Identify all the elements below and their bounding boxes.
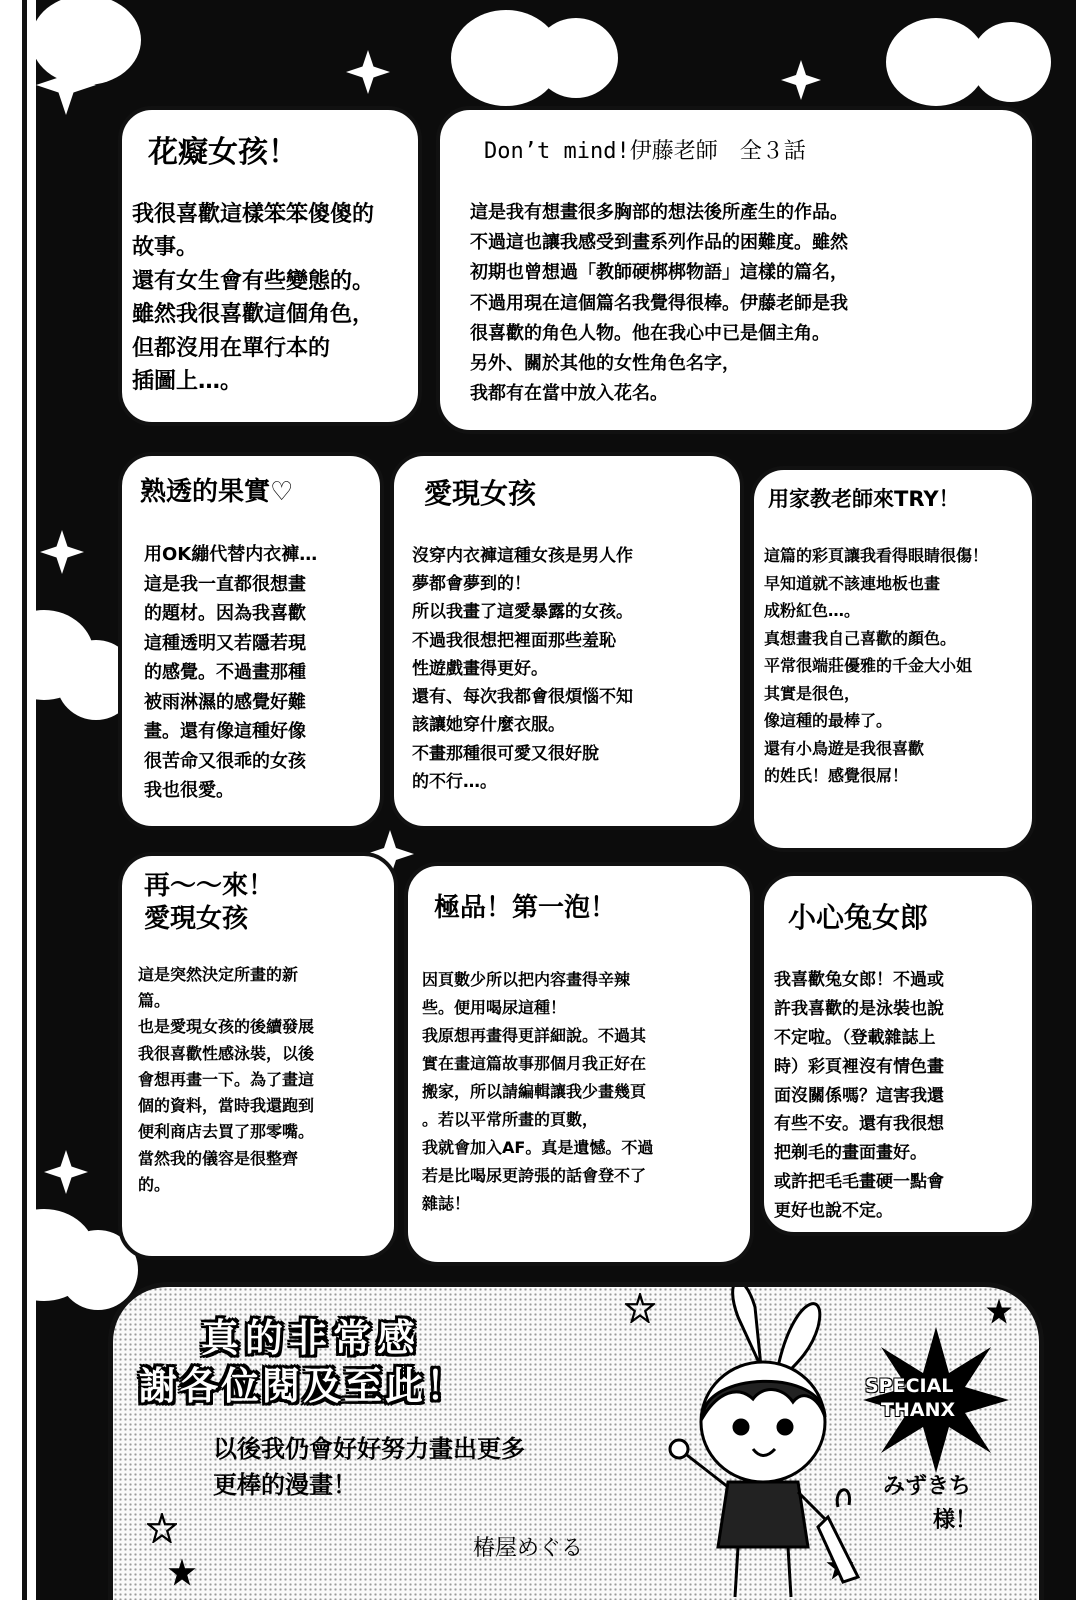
panel-title: 花癡女孩！ [148,135,298,170]
thanks-message: 以後我仍會好好努力畫出更多 更棒的漫畫！ [213,1435,525,1499]
comment-panel-2 [436,106,1036,434]
panel-body: 因頁數少所以把内容畫得辛辣 些。便用喝尿這種！ 我原想再畫得更詳細說。不過其 實在畫這篇故事那個月我正好在 搬家，所以請編輯讓我少畫幾頁 。若以平常所畫的頁數， 我就會加入AF。真是遺憾。不過 若是比喝尿更誇張的話會登不了 雜誌！ [422,970,654,1213]
author-name: 椿屋めぐる [473,1536,584,1561]
panel-title: 熟透的果實♡ [140,477,294,507]
panel-title: Don’t mind!伊藤老師 全３話 [484,139,806,164]
panel-body: 我喜歡兔女郎！不過或 許我喜歡的是泳裝也說 不定啦。（登載雜誌上 時）彩頁裡沒有情色畫 面沒關係嗎？這害我還 有些不安。還有我很想 把剃毛的畫面畫好。 或許把毛毛畫硬一點會 更好也說不定。 [774,970,944,1222]
panel-body: 這是突然決定所畫的新 篇。 也是愛現女孩的後續發展 我很喜歡性感泳裝，以後 會想再畫一下。為了畫這 個的資料，當時我還跑到 便利商店去買了那零嘴。 當然我的儀容是很整齊 的。 [138,965,315,1194]
star-icon [346,50,390,94]
thanks-honorific: 様！ [933,1508,978,1533]
panel-body: 我很喜歡這樣笨笨傻傻的 故事。 還有女生會有些變態的。 雖然我很喜歡這個角色， 但都沒用在單行本的 插圖上…。 [132,202,375,395]
bunny-girl-illustration [643,1282,883,1600]
panel-body: 沒穿内衣褲這種女孩是男人作 夢都會夢到的！ 所以我畫了這愛暴露的女孩。 不過我很想把裡面那些羞恥 性遊戲畫得更好。 還有、每次我都會很煩惱不知 該讓她穿什麼衣服。 不畫那種很可愛又很好脫 的不行…。 [412,546,633,792]
star-outline-icon [147,1513,177,1543]
thanks-recipient: みずきち [883,1474,972,1499]
star-icon [167,1557,197,1587]
star-icon [781,60,821,100]
comment-panel-1 [118,106,422,426]
page-gutter [0,0,36,1600]
panel-body: 用OK繃代替内衣褲… 這是我一直都很想畫 的題材。因為我喜歡 這種透明又若隱若現 的感覺。不過畫那種 被雨淋濕的感覺好難 畫。還有像這種好像 很苦命又很乖的女孩 我也很愛。 [144,544,318,802]
panel-body: 這是我有想畫很多胸部的想法後所產生的作品。 不過這也讓我感受到畫系列作品的困難度。雖然 初期也曾想過「教師硬梆梆物語」這樣的篇名， 不過用現在這個篇名我覺得很棒。伊藤老師是我 很喜歡的角色人物。他在我心中已是個主角。 另外、關於其他的女性角色名字， 我都有在當中放入花名。 [470,202,848,405]
comment-panel-7 [404,862,754,1266]
comment-panel-6 [118,852,398,1260]
panel-title: 愛現女孩 [424,477,537,510]
panel-title: 再～～來！ 愛現女孩 [144,871,275,934]
comment-panel-4 [390,452,744,830]
panel-title: 小心兔女郎 [788,901,929,934]
star-icon [985,1297,1013,1325]
star-icon [40,530,84,574]
special-label: SPECIAL [865,1375,954,1397]
panel-title: 極品！第一泡！ [434,893,617,923]
panel-body: 這篇的彩頁讓我看得眼睛很傷！ 早知道就不該連地板也畫 成粉紅色…。 真想畫我自己喜歡的顏色。 平常很端莊優雅的千金大小姐 其實是很色， 像這種的最棒了。 還有小鳥遊是我很喜歡 的姓氏！感覺很屌！ [764,546,989,786]
thanks-section [108,1282,1044,1600]
thanx-label: THANX [881,1399,956,1421]
star-icon [36,55,96,115]
thanks-headline-line-1: 真的非常感 [201,1316,422,1360]
panel-title: 用家教老師來TRY！ [768,487,960,511]
comment-panel-8 [760,872,1036,1236]
thanks-headline-line-2: 謝各位閱及至此！ [139,1364,468,1408]
comment-panel-5 [750,466,1036,852]
comment-panel-3 [118,452,384,830]
star-icon [44,1150,88,1194]
